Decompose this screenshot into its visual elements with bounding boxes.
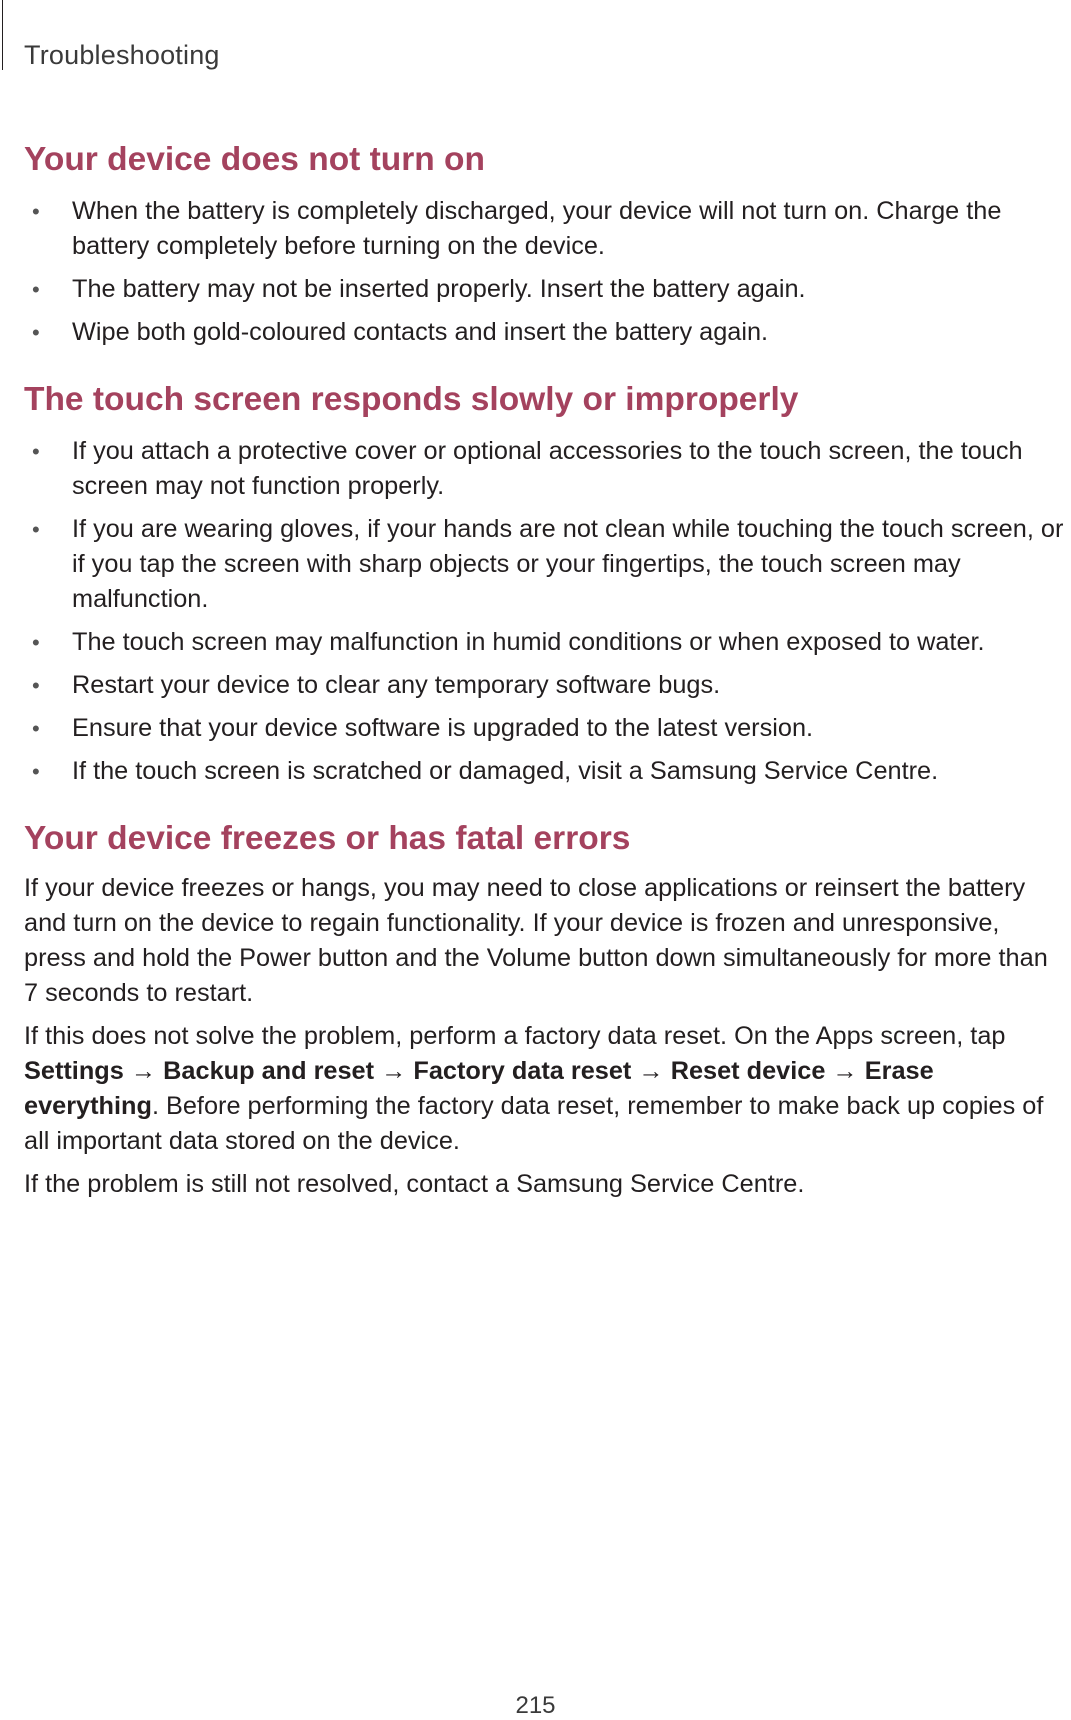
paragraph-outro-text: . Before performing the factory data reset, remember to make back up copies of all important data stored on the device. <box>24 1092 1044 1155</box>
list-item-text: If you are wearing gloves, if your hands are not clean while touching the touch screen, or if you tap the screen with sharp objects or your fingertips, the touch screen may malfunction. <box>72 515 1064 613</box>
paragraph-intro-text: If this does not solve the problem, perform a factory data reset. On the Apps screen, tap <box>24 1022 1006 1050</box>
menu-path-erase-everything: Erase everything <box>24 1057 934 1120</box>
list-item-text: Wipe both gold-coloured contacts and insert the battery again. <box>72 318 769 346</box>
bullet-icon: • <box>32 673 40 698</box>
list-item-text: Restart your device to clear any temporary software bugs. <box>72 671 721 699</box>
list-item <box>24 754 1064 789</box>
running-head: Troubleshooting <box>24 40 220 70</box>
list-item <box>24 194 1064 264</box>
corner-marker-line <box>2 0 3 70</box>
bullet-icon: • <box>32 517 40 542</box>
menu-path-settings: Settings <box>24 1057 124 1085</box>
list-item <box>24 434 1064 504</box>
bullet-icon: • <box>32 277 40 302</box>
bullet-icon: • <box>32 630 40 655</box>
paragraph-freeze-intro: If your device freezes or hangs, you may need to close applications or reinsert the battery and turn on the device to regain functionality. If your device is frozen and unresponsive, press and hold the Power button and the Volume button down simultaneously for more than 7 seconds to restart. <box>24 874 1048 1007</box>
page-number: 215 <box>515 1692 556 1719</box>
list-item-text: When the battery is completely discharged, your device will not turn on. Charge the battery completely before turning on the device. <box>72 197 1002 260</box>
menu-path-factory-data-reset: Factory data reset <box>413 1057 632 1085</box>
arrow-icon: → <box>638 1057 664 1085</box>
list-item <box>24 315 1064 350</box>
section-title: The touch screen responds slowly or improperly <box>24 381 799 418</box>
bullet-icon: • <box>32 439 40 464</box>
section-device-not-turn-on <box>24 140 1064 350</box>
list-item-text: If the touch screen is scratched or damaged, visit a Samsung Service Centre. <box>72 757 939 785</box>
bullet-list <box>24 194 1064 350</box>
section-device-freezes <box>24 819 1064 1202</box>
menu-path-reset-device: Reset device <box>670 1057 826 1085</box>
bullet-icon: • <box>32 759 40 784</box>
bullet-icon: • <box>32 716 40 741</box>
bullet-list <box>24 434 1064 789</box>
list-item-text: The touch screen may malfunction in humid conditions or when exposed to water. <box>72 628 985 656</box>
bullet-icon: • <box>32 320 40 345</box>
bullet-icon: • <box>32 199 40 224</box>
page-content <box>24 140 1064 1210</box>
list-item <box>24 512 1064 617</box>
arrow-icon: → <box>130 1057 157 1085</box>
list-item <box>24 668 1064 703</box>
list-item <box>24 625 1064 660</box>
list-item-text: If you attach a protective cover or optional accessories to the touch screen, the touch screen may not function properly. <box>72 437 1023 500</box>
arrow-icon: → <box>832 1057 858 1085</box>
list-item <box>24 272 1064 307</box>
menu-path-backup-reset: Backup and reset <box>163 1057 375 1085</box>
list-item <box>24 711 1064 746</box>
section-touch-screen <box>24 380 1064 789</box>
paragraph-contact-service: If the problem is still not resolved, contact a Samsung Service Centre. <box>24 1170 805 1198</box>
section-title: Your device does not turn on <box>24 141 485 178</box>
section-title: Your device freezes or has fatal errors <box>24 820 631 857</box>
list-item-text: The battery may not be inserted properly. Insert the battery again. <box>72 275 806 303</box>
arrow-icon: → <box>381 1057 407 1085</box>
paragraph-factory-reset <box>24 1019 1064 1159</box>
list-item-text: Ensure that your device software is upgraded to the latest version. <box>72 714 814 742</box>
